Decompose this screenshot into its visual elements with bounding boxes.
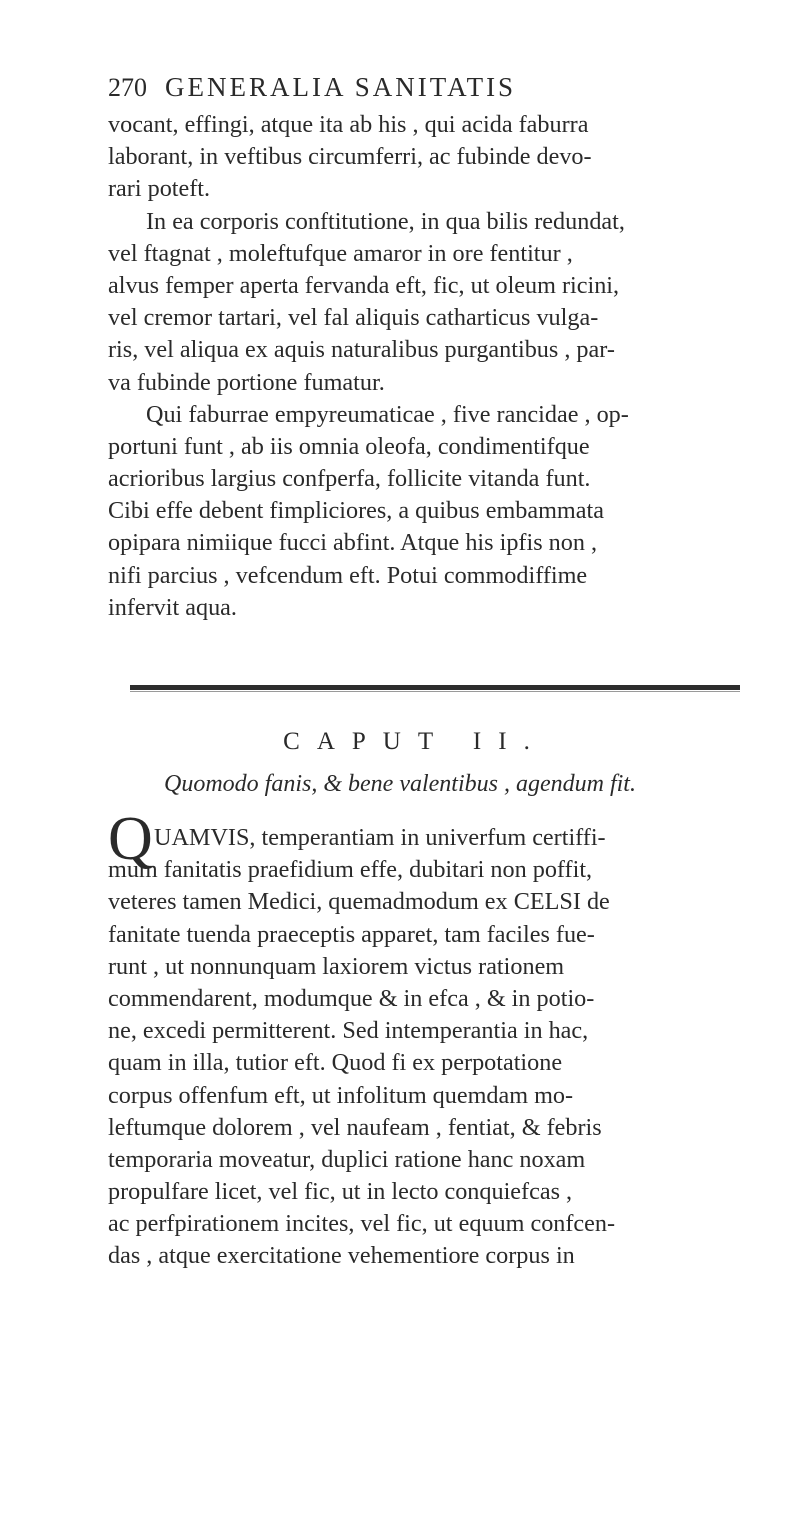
text-line: Cibi effe debent fimpliciores, a quibus embammata — [108, 497, 604, 525]
text-segment: ac perfpirationem incites, vel fic, ut equum confcen- — [108, 1210, 616, 1238]
text-line — [108, 1080, 740, 1112]
text-line: In ea corporis conftitutione, in qua bilis redundat, — [146, 207, 625, 235]
text-line — [108, 983, 740, 1015]
running-title: GENERALIA SANITATIS — [165, 72, 517, 102]
text-segment: veteres tamen Medici, quemadmodum ex — [108, 888, 514, 916]
smallcaps-name: CELSI — [513, 888, 581, 916]
text-line: vel cremor tartari, vel fal aliquis catharticus vulga- — [108, 304, 599, 332]
drop-cap: Q — [108, 805, 153, 873]
text-line — [108, 886, 740, 918]
text-segment: , temperantiam in univerfum certiffi- — [249, 824, 606, 851]
text-segment: quam in illa, tutior eft. Quod fi ex perpotatione — [108, 1049, 563, 1077]
text-segment: das , atque exercitatione vehementiore corpus in — [108, 1242, 575, 1270]
text-line: portuni funt , ab iis omnia oleofa, condimentifque — [108, 432, 590, 460]
running-header — [108, 72, 728, 112]
text-line — [108, 1240, 740, 1272]
text-segment: corpus offenfum eft, ut infolitum quemdam mo- — [108, 1081, 574, 1109]
text-line — [108, 919, 740, 951]
text-line: va fubinde portione fumatur. — [108, 368, 385, 396]
chapter-heading: CAPUT II. — [283, 728, 547, 755]
text-segment: ne, excedi permitterent. Sed intemperantia in hac, — [108, 1017, 589, 1045]
text-segment: leftumque dolorem , vel naufeam , fentiat, & febris — [108, 1113, 602, 1141]
page-number: 270 — [108, 73, 147, 102]
text-line: alvus femper aperta fervanda eft, fic, ut oleum ricini, — [108, 271, 620, 299]
text-segment: runt , ut nonnunquam laxiorem victus rationem — [108, 952, 565, 980]
text-segment: propulfare licet, vel fic, ut in lecto conquiefcas , — [108, 1178, 573, 1206]
text-line: opipara nimiique fucci abfint. Atque his ipfis non , — [108, 529, 598, 557]
text-line: laborant, in veftibus circumferri, ac fubinde devo- — [108, 143, 592, 171]
text-line: acrioribus largius confperfa, follicite vitanda funt. — [108, 465, 591, 493]
text-line: rari poteft. — [108, 175, 211, 203]
text-line — [108, 1015, 740, 1047]
text-line — [108, 1144, 740, 1176]
text-line: infervit aqua. — [108, 593, 237, 621]
text-segment: de — [580, 888, 610, 916]
text-line — [108, 854, 740, 886]
section-divider — [130, 685, 740, 690]
text-line — [108, 1176, 740, 1208]
text-line-first — [108, 822, 740, 854]
text-segment: temporaria moveatur, duplici ratione hanc noxam — [108, 1145, 586, 1173]
text-line: ris, vel aliqua ex aquis naturalibus purgantibus , par- — [108, 336, 615, 364]
paragraph-block — [108, 109, 740, 624]
text-line — [108, 1208, 740, 1240]
text-segment: fanitate tuenda praeceptis apparet, tam faciles fue- — [108, 920, 595, 948]
text-line: vocant, effingi, atque ita ab his , qui acida faburra — [108, 111, 589, 138]
text-line: vel ftagnat , moleftufque amaror in ore fentitur , — [108, 239, 573, 267]
text-segment: commendarent, modumque & in efca , & in potio- — [108, 984, 595, 1012]
chapter-subtitle: Quomodo fanis, & bene valentibus , agendum fit. — [164, 771, 636, 797]
text-line: Qui faburrae empyreumaticae , five rancidae , op- — [146, 400, 629, 428]
text-line — [108, 951, 740, 983]
text-line — [108, 1047, 740, 1079]
text-segment: mum fanitatis praefidium effe, dubitari non poffit, — [108, 856, 593, 884]
chapter-body — [108, 822, 740, 1273]
text-line — [108, 1112, 740, 1144]
text-line: nifi parcius , vefcendum eft. Potui commodiffime — [108, 561, 588, 589]
smallcaps-word: UAMVIS — [154, 824, 250, 851]
